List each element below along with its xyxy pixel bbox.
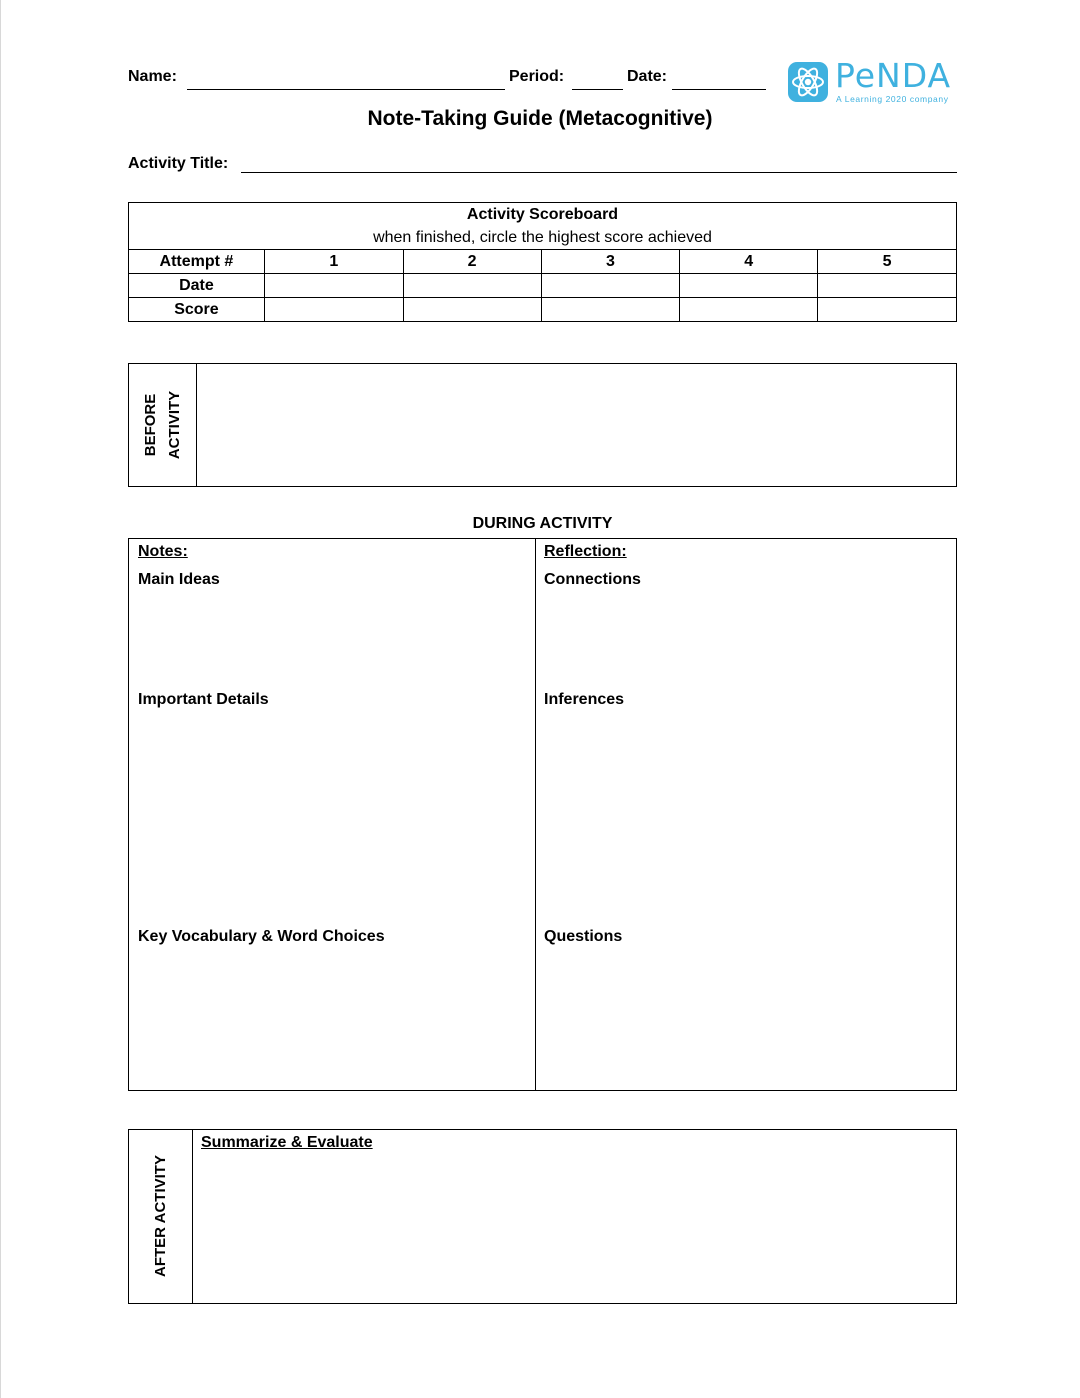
- before-label-line1: BEFORE: [142, 393, 159, 457]
- attempt-number: 3: [541, 250, 680, 274]
- activity-scoreboard: [128, 202, 957, 322]
- main-ideas-label: Main Ideas: [138, 571, 220, 588]
- attempt-number: 2: [403, 250, 541, 274]
- before-activity-label: [139, 365, 187, 485]
- attempt-row-label: Attempt #: [129, 250, 265, 274]
- score-cell[interactable]: [264, 298, 403, 322]
- summarize-evaluate-heading: Summarize & Evaluate: [201, 1134, 373, 1151]
- score-cell[interactable]: [403, 298, 541, 322]
- before-label-line2: ACTIVITY: [166, 390, 183, 460]
- atom-icon: [786, 60, 830, 104]
- after-activity-label: AFTER ACTIVITY: [152, 1155, 169, 1277]
- logo-brand: PeNDA: [835, 56, 952, 95]
- attempt-number: 5: [818, 250, 957, 274]
- date-cell[interactable]: [680, 274, 818, 298]
- date-cell[interactable]: [818, 274, 957, 298]
- date-row-label: Date: [129, 274, 265, 298]
- date-cell[interactable]: [541, 274, 680, 298]
- date-label: Date:: [627, 68, 668, 85]
- scoreboard-heading: Activity Scoreboard: [466, 206, 619, 223]
- after-activity-writing-area[interactable]: [193, 1160, 956, 1303]
- reflection-heading: Reflection:: [544, 543, 627, 560]
- notes-heading: Notes:: [138, 543, 188, 560]
- important-details-label: Important Details: [138, 691, 269, 708]
- date-cell[interactable]: [403, 274, 541, 298]
- activity-title-label: Activity Title:: [128, 155, 229, 172]
- period-field[interactable]: [572, 89, 623, 90]
- penda-logo: [786, 56, 961, 108]
- before-activity-writing-area[interactable]: [197, 364, 956, 486]
- attempt-number: 4: [680, 250, 818, 274]
- before-activity-box: [128, 363, 957, 487]
- during-activity-box: [128, 538, 957, 1091]
- activity-title-field[interactable]: [241, 172, 957, 173]
- inferences-label: Inferences: [544, 691, 625, 708]
- name-label: Name:: [128, 68, 177, 85]
- score-cell[interactable]: [541, 298, 680, 322]
- page-edge: [0, 0, 1, 1398]
- page-title: Note-Taking Guide (Metacognitive): [367, 107, 713, 130]
- questions-label: Questions: [544, 928, 623, 945]
- score-row-label: Score: [129, 298, 265, 322]
- during-activity-title: DURING ACTIVITY: [472, 515, 613, 532]
- score-cell[interactable]: [680, 298, 818, 322]
- name-field[interactable]: [187, 89, 505, 90]
- date-cell[interactable]: [264, 274, 403, 298]
- scoreboard-header: [129, 203, 957, 250]
- connections-label: Connections: [544, 571, 641, 588]
- during-divider: [535, 539, 536, 1090]
- attempt-number: 1: [264, 250, 403, 274]
- period-label: Period:: [509, 68, 565, 85]
- key-vocabulary-label: Key Vocabulary & Word Choices: [138, 928, 385, 945]
- date-field[interactable]: [672, 89, 766, 90]
- logo-tagline: A Learning 2020 company: [836, 94, 949, 104]
- score-cell[interactable]: [818, 298, 957, 322]
- scoreboard-subheading: when finished, circle the highest score achieved: [373, 229, 712, 246]
- after-activity-box: [128, 1129, 957, 1304]
